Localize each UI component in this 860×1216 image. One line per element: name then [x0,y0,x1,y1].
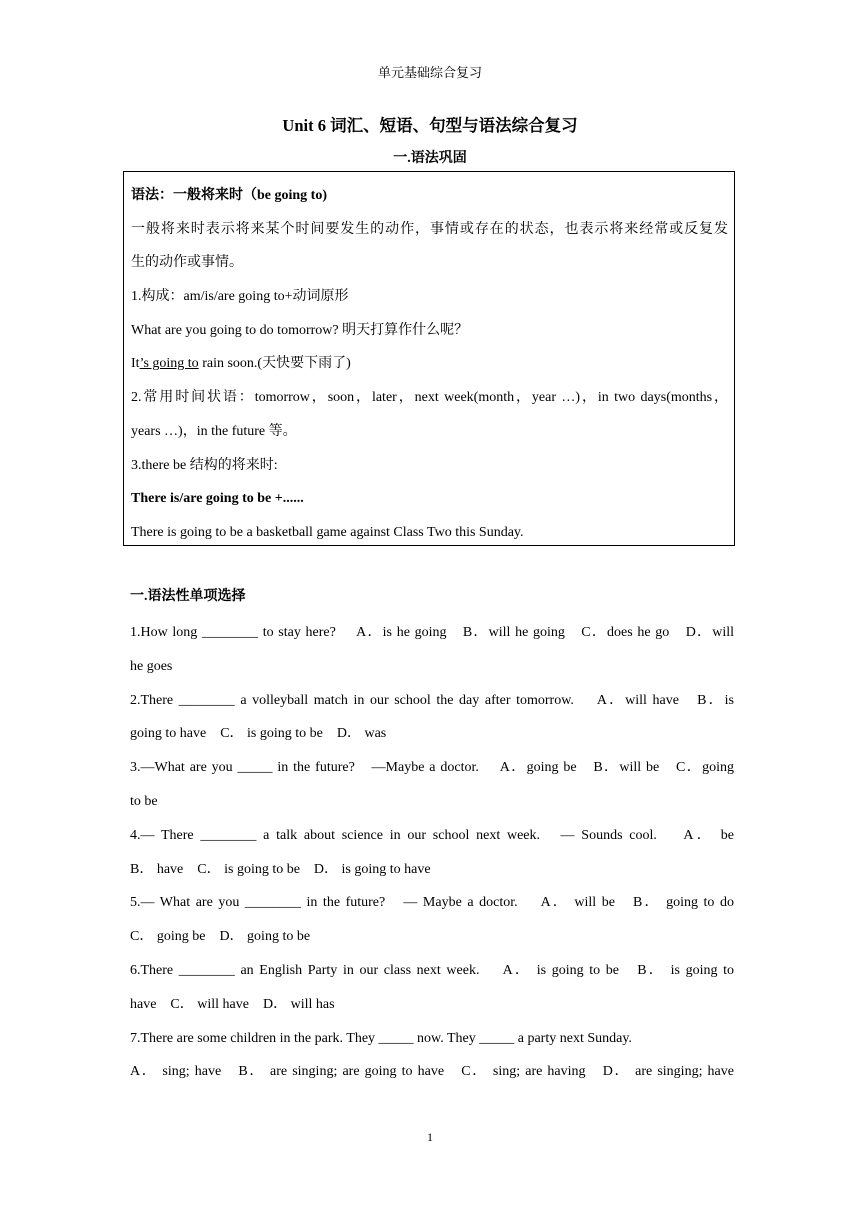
question-line: 3.—What are you _____ in the future? —Maybe a doctor. A．going be B．will be C．going [130,760,734,776]
question-line: going to have C． is going to be D． was [130,726,387,742]
question-line: C． going be D． going to be [130,929,311,945]
question-line: 1.How long ________ to stay here? A．is he going B．will he going C．does he go D．will [130,625,734,640]
page-number: 1 [427,1130,433,1144]
grammar-example: What are you going to do tomorrow? 明天打算作什么呢？ [131,322,469,338]
grammar-point-structure: 1.构成：am/is/are going to+动词原形 [131,289,349,305]
grammar-formula: There is/are going to be +...... [131,491,304,507]
example-text: rain soon.(天快要下雨了) [198,356,351,372]
section-heading-grammar: 一.语法巩固 [393,151,467,166]
document-title: Unit 6 词汇、短语、句型与语法综合复习 [282,116,578,135]
question-line: B． have C． is going to be D． is going to have [130,861,431,877]
question-line: he goes [130,658,173,674]
grammar-box [123,171,735,546]
grammar-description-line: 生的动作或事情。 [131,255,243,271]
question-line: 5.— What are you ________ in the future? — Maybe a doctor. A． will be B． going to do [130,895,734,911]
grammar-point-time-adverbials: 2.常用时间状语：tomorrow，soon，later，next week(month，year …)，in two days(months， [131,390,728,406]
grammar-point-time-adverbials: years …)，in the future 等。 [131,423,297,439]
question-list [130,616,734,1089]
example-text: It [131,356,140,372]
grammar-example [131,347,728,381]
question-line: 7.There are some children in the park. They _____ now. They _____ a party next Sunday. [130,1030,632,1046]
question-line: 4.— There ________ a talk about science in our school next week. — Sounds cool. A． be [130,827,734,843]
question-line: 6.There ________ an English Party in our class next week. A． is going to be B． is going to [130,962,734,978]
section-heading-choice: 一.语法性单项选择 [130,589,246,604]
question-line: have C． will have D． will has [130,996,335,1012]
question-line: A． sing; have B． are singing; are going to have C． sing; are having D． are singing; have [130,1064,734,1080]
page-header: 单元基础综合复习 [377,65,482,80]
question-line: to be [130,793,158,809]
grammar-heading: 语法：一般将来时（be going to) [131,188,327,203]
grammar-description-line: 一般将来时表示将来某个时间要发生的动作，事情或存在的状态，也表示将来经常或反复发 [131,221,728,237]
underlined-phrase: ’s going to [139,356,199,372]
grammar-example: There is going to be a basketball game against Class Two this Sunday. [131,524,524,540]
question-line: 2.There ________ a volleyball match in our school the day after tomorrow. A．will have B．is [130,692,734,708]
grammar-point-there-be: 3.there be 结构的将来时: [131,457,278,473]
